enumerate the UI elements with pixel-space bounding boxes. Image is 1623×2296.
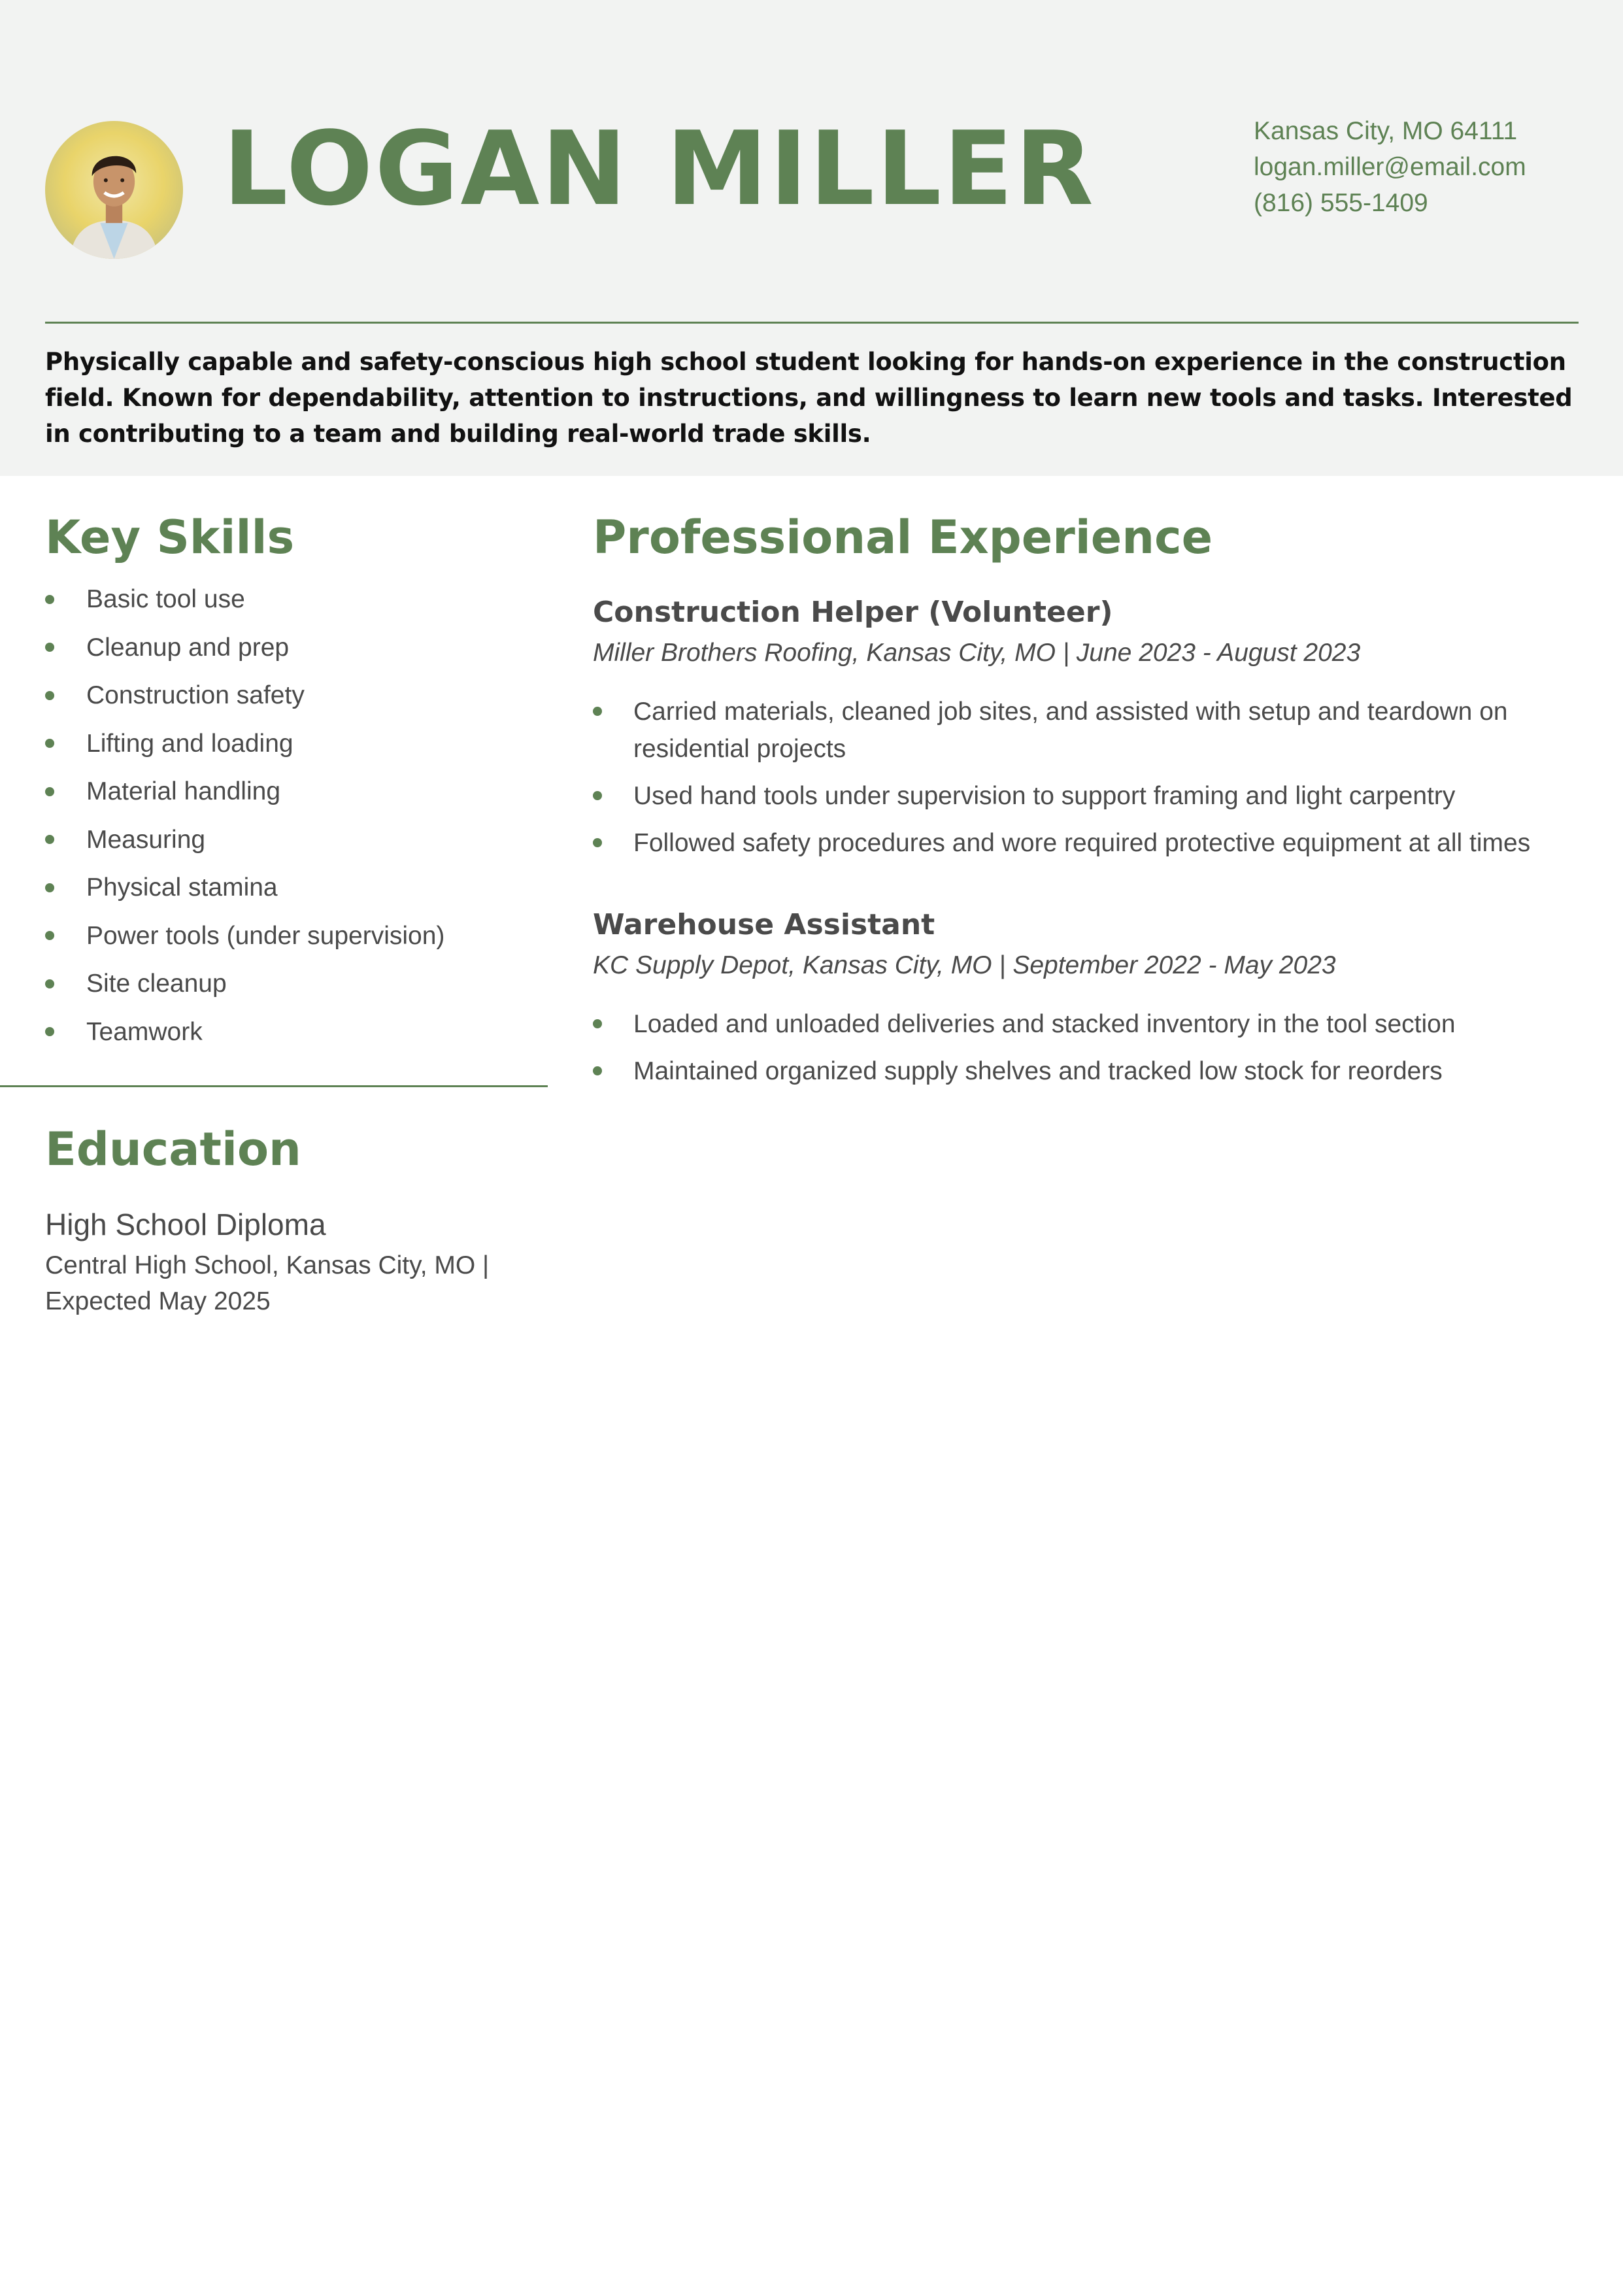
header-divider [45,322,1579,324]
job-bullet-text: Used hand tools under supervision to support framing and light carpentry [633,782,1456,810]
profile-photo-image [45,121,183,259]
job-bullets [593,693,1573,862]
skills-list [45,575,542,1056]
skill-item [45,720,542,768]
education-heading: Education [45,1123,301,1176]
skill-label: Cleanup and prep [86,633,290,662]
job-bullet-text: Carried materials, cleaned job sites, and assisted with setup and teardown on residential projects [633,698,1508,763]
skill-label: Material handling [86,777,281,805]
job-entry [593,592,1573,871]
job-bullet-text: Maintained organized supply shelves and tracked low stock for reorders [633,1057,1443,1085]
education-detail: Central High School, Kansas City, MO | Expected May 2025 [45,1251,490,1315]
profile-photo [45,121,183,259]
contact-address: Kansas City, MO 64111 [1254,117,1518,145]
contact-phone[interactable]: (816) 555-1409 [1254,189,1428,217]
bullet-icon [45,787,54,796]
job-bullet [593,1005,1573,1043]
skills-heading: Key Skills [45,511,295,564]
bullet-icon [593,838,602,847]
skill-item [45,575,542,624]
skill-label: Site cleanup [86,970,227,998]
job-bullet-text: Loaded and unloaded deliveries and stacked inventory in the tool section [633,1010,1456,1038]
skill-item [45,912,542,960]
skill-label: Measuring [86,825,206,854]
job-bullet [593,824,1573,862]
job-title: Warehouse Assistant [593,908,935,941]
skill-item [45,768,542,816]
job-bullets [593,1005,1573,1090]
bullet-icon [45,883,54,892]
bullet-icon [45,1027,54,1036]
bullet-icon [593,791,602,800]
candidate-name: LOGAN MILLER [223,109,1096,228]
skill-label: Construction safety [86,681,305,709]
skill-item [45,624,542,672]
skills-divider [0,1085,548,1087]
job-bullet [593,693,1573,768]
job-meta: KC Supply Depot, Kansas City, MO | September 2022 - May 2023 [593,951,1336,979]
education-degree: High School Diploma [45,1207,326,1241]
skill-item [45,671,542,720]
job-meta: Miller Brothers Roofing, Kansas City, MO | June 2023 - August 2023 [593,639,1361,667]
bullet-icon [45,643,54,652]
skill-item [45,816,542,864]
skill-item [45,1008,542,1056]
contact-email[interactable]: logan.miller@email.com [1254,153,1526,181]
professional-summary: Physically capable and safety-conscious high school student looking for hands-on experience in the construction field. Known for dependability, attention to instructions, and willingness to learn new tools and tasks. Interested in contributing to a team and building real-world trade skills. [45,348,1573,448]
skill-item [45,864,542,912]
skill-label: Basic tool use [86,585,245,613]
job-bullet-text: Followed safety procedures and wore required protective equipment at all times [633,829,1531,857]
job-entry [593,905,1573,1100]
skill-label: Teamwork [86,1017,203,1046]
bullet-icon [593,1019,602,1028]
skill-label: Power tools (under supervision) [86,921,445,950]
bullet-icon [45,835,54,844]
skill-label: Lifting and loading [86,729,293,758]
job-bullet [593,777,1573,815]
bullet-icon [45,691,54,700]
job-bullet [593,1053,1573,1090]
experience-heading: Professional Experience [593,511,1213,564]
job-title: Construction Helper (Volunteer) [593,596,1113,629]
skill-label: Physical stamina [86,873,278,902]
bullet-icon [593,1066,602,1075]
bullet-icon [593,707,602,716]
bullet-icon [45,739,54,748]
bullet-icon [45,931,54,940]
bullet-icon [45,595,54,604]
contact-info [1254,113,1607,221]
bullet-icon [45,979,54,988]
skill-item [45,960,542,1008]
